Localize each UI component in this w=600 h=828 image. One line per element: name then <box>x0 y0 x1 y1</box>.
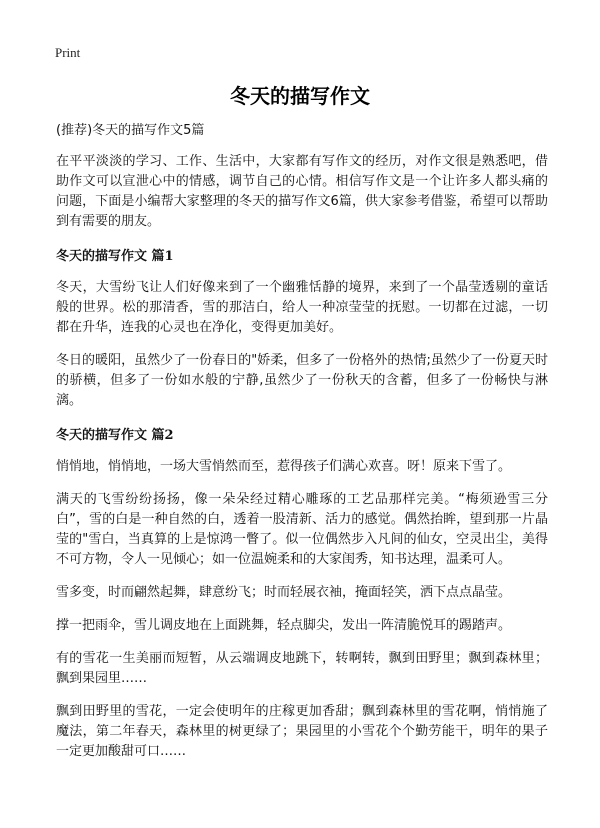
paragraph: 冬天，大雪纷飞让人们好像来到了一个幽雅恬静的境界，来到了一个晶莹透剔的童话般的世界。松的那清香，雪的那洁白，给人一种凉莹莹的抚慰。一切都在过滤，一切都在升华，连我的心灵也在净化，变得更加美好。 <box>56 280 548 335</box>
paragraph: 悄悄地，悄悄地，一场大雪悄然而至，惹得孩子们满心欢喜。呀！原来下雪了。 <box>56 459 512 474</box>
page-title: 冬天的描写作文 <box>230 84 370 108</box>
paragraph: 冬日的暖阳，虽然少了一份春日的"娇柔，但多了一份格外的热情;虽然少了一份夏天时的骄横，但多了一份如水般的宁静,虽然少了一份秋天的含蓄，但多了一份畅快与淋漓。 <box>56 353 548 408</box>
article-subtitle: (推荐)冬天的描写作文5篇 <box>56 123 205 138</box>
section-heading-1: 冬天的描写作文 篇1 <box>56 249 174 264</box>
paragraph: 撑一把雨伞，雪儿调皮地在上面跳舞，轻点脚尖，发出一阵清脆悦耳的踢踏声。 <box>56 618 512 633</box>
paragraph: 飘到田野里的雪花，一定会使明年的庄稼更加香甜；飘到森林里的雪花啊，悄悄施了魔法，第二年春天，森林里的树更绿了；果园里的小雪花个个勤劳能干，明年的果子一定更加酸甜可口…… <box>56 704 548 759</box>
section-heading-2: 冬天的描写作文 篇2 <box>56 428 174 443</box>
print-link[interactable]: Print <box>55 45 81 60</box>
paragraph: 满天的飞雪纷纷扬扬，像一朵朵经过精心雕琢的工艺品那样完美。“梅须逊雪三分白”，雪的白是一种自然的白，透着一股清新、活力的感觉。偶然抬眸，望到那一片晶莹的"雪白，当真算的上是惊鸿一瞥了。似一位偶然步入凡间的仙女，空灵出尘，美得不可方物，令人一见倾心；如一位温婉柔和的大家闺秀，知书达理，温柔可人。 <box>56 492 548 567</box>
paragraph: 有的雪花一生美丽而短暂，从云端调皮地跳下，转啊转，飘到田野里；飘到森林里；飘到果园里…… <box>56 651 548 686</box>
paragraph: 雪多变，时而翩然起舞，肆意纷飞；时而轻展衣袖，掩面轻笑，洒下点点晶莹。 <box>56 585 512 600</box>
intro-paragraph: 在平平淡淡的学习、工作、生活中，大家都有写作文的经历，对作文很是熟悉吧，借助作文可以宣泄心中的情感，调节自己的心情。相信写作文是一个让许多人都头痛的问题，下面是小编帮大家整理的冬天的描写作文6篇，供大家参考借鉴，希望可以帮助到有需要的朋友。 <box>56 154 548 229</box>
article-body <box>56 122 548 775</box>
